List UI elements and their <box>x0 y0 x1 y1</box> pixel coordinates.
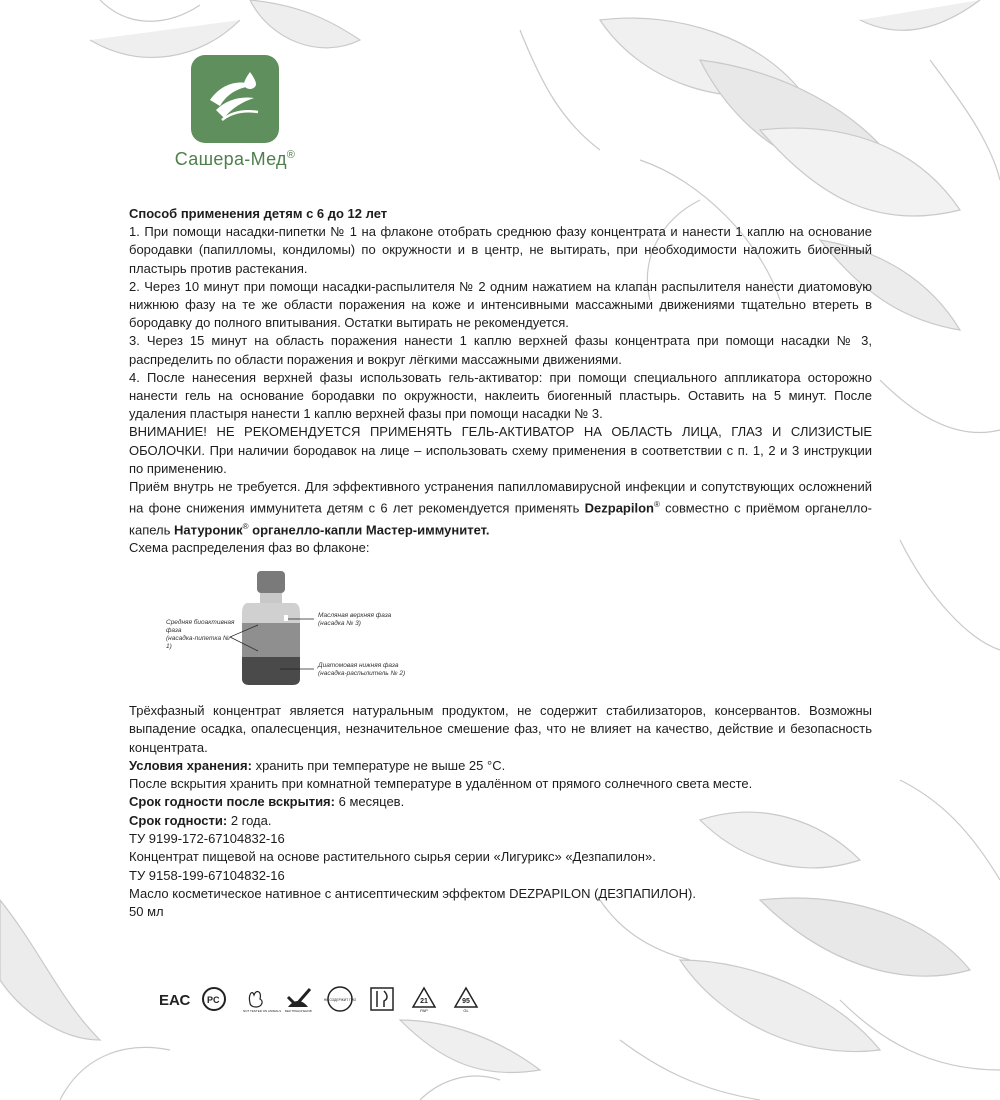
brand-logo <box>160 55 310 170</box>
food-safe-icon <box>368 985 396 1013</box>
certification-icons <box>158 985 480 1013</box>
internal-use-text: Приём внутрь не требуется. Для эффективного устранения папилломавирусной инфекции и сопутствующих осложнений на фоне снижения иммунитета детям с 6 лет рекомендуется применять Dezpapilon® совместно с приёмом органелло-капель Натуроник® органелло-капли Мастер-иммунитет. <box>129 479 873 538</box>
svg-text:NOT TESTED ON ANIMALS: NOT TESTED ON ANIMALS <box>243 1009 282 1013</box>
instructions-block <box>129 205 872 558</box>
instructions-heading: Способ применения детям с 6 до 12 лет <box>129 206 388 221</box>
label-bottom-phase: Диатомовая нижняя фаза (насадка-распылитель № 2) <box>318 662 406 677</box>
pct-icon <box>200 985 228 1013</box>
instruction-step-3: 3. Через 15 минут на область поражения нанести 1 каплю верхней фазы концентрата при помощи насадки № 3, распределить по области поражения и вокруг лёгкими массажными движениями. <box>129 333 872 367</box>
naturonik-name: Натуроник <box>174 522 243 538</box>
no-gmo-icon <box>323 985 357 1013</box>
svg-text:PAP: PAP <box>420 1008 428 1013</box>
svg-text:95: 95 <box>462 998 470 1005</box>
warning-text: ВНИМАНИЕ! НЕ РЕКОМЕНДУЕТСЯ ПРИМЕНЯТЬ ГЕЛЬ-АКТИВАТОР НА ОБЛАСТЬ ЛИЦА, ГЛАЗ И СЛИЗИСТЫЕ ОБОЛОЧКИ. При наличии бородавок на лице – использовать схему применения в соответствии с п. 1, 2 и 3 инструкции по применению. <box>129 424 872 476</box>
svg-text:PC: PC <box>207 995 220 1005</box>
shelf-life: Срок годности: 2 года. <box>129 812 272 828</box>
description-text: Трёхфазный концентрат является натуральным продуктом, не содержит стабилизаторов, консервантов. Возможны выпадение осадка, опалесценция, незначительное смешение фаз, что не влияет на качество, действие и безопасность концентрата. <box>129 703 872 755</box>
label-top-phase: Масляная верхняя фаза (насадка № 3) <box>318 612 392 627</box>
instruction-step-4: 4. После нанесения верхней фазы использовать гель-активатор: при помощи специального аппликатора осторожно нанести гель на основание бородавки по окружности, наклеить биогенный пластырь. Оставить на 5 минут. После удаления пластыря нанести 1 каплю верхней фазы при помощи насадки № 3. <box>129 369 872 422</box>
cruelty-free-icon <box>242 985 282 1013</box>
label-middle-phase: Средняя биоактивная фаза (насадка-пипетка № 1) <box>166 619 235 650</box>
scheme-caption: Схема распределения фаз во флаконе: <box>129 540 370 556</box>
tu-code-2: ТУ 9158-199-67104832-16 <box>129 867 285 883</box>
svg-text:ЕАС: ЕАС <box>159 992 191 1009</box>
volume-text: 50 мл <box>129 904 164 920</box>
eac-icon <box>158 985 191 1013</box>
brand-name: Сашера-Мед® <box>174 149 296 169</box>
oil-description: Масло косметическое нативное с антисептическим эффектом DEZPAPILON (ДЕЗПАПИЛОН). <box>129 885 696 901</box>
svg-text:GL: GL <box>463 1008 469 1013</box>
shelf-life-after-opening: Срок годности после вскрытия: 6 месяцев. <box>129 794 405 810</box>
dezpapilon-name: Dezpapilon <box>584 500 654 516</box>
svg-text:НЕ СОДЕРЖИТ ГМО: НЕ СОДЕРЖИТ ГМО <box>323 998 357 1002</box>
instruction-step-1: 1. При помощи насадки-пипетки № 1 на флаконе отобрать среднюю фазу концентрата и нанести 1 каплю на основание бородавки (папилломы, кондиломы) по окружности и в центр, не вытирать, при необходимости наложить биогенный пластырь против растекания. <box>129 224 872 276</box>
leaf-drop-icon <box>191 55 279 143</box>
no-transgenes-icon <box>284 985 312 1013</box>
product-info-block <box>129 702 872 922</box>
after-opening-storage: После вскрытия хранить при комнатной температуре в удалённом от прямого солнечного света месте. <box>129 776 753 792</box>
tu-code-1: ТУ 9199-172-67104832-16 <box>129 831 285 847</box>
instruction-step-2: 2. Через 10 минут при помощи насадки-распылителя № 2 одним нажатием на клапан распылителя нанести диатомовую нижнюю фазу на те же области поражения на коже и интенсивными массажными движениями тщательно втереть в бородавку до полного впитывания. Остатки вытирать не рекомендуется. <box>129 278 872 331</box>
recycle-glass-icon <box>452 985 480 1013</box>
recycle-pap-icon <box>410 985 438 1013</box>
bottle-phase-diagram <box>160 565 420 705</box>
svg-text:21: 21 <box>420 998 428 1005</box>
concentrate-description: Концентрат пищевой на основе растительного сырья серии «Лигурикс» «Дезпапилон». <box>129 849 656 865</box>
storage-conditions: Условия хранения: хранить при температуре не выше 25 °С. <box>129 757 506 773</box>
svg-text:БЕЗ ТРАНСГЕНОВ: БЕЗ ТРАНСГЕНОВ <box>285 1009 312 1013</box>
